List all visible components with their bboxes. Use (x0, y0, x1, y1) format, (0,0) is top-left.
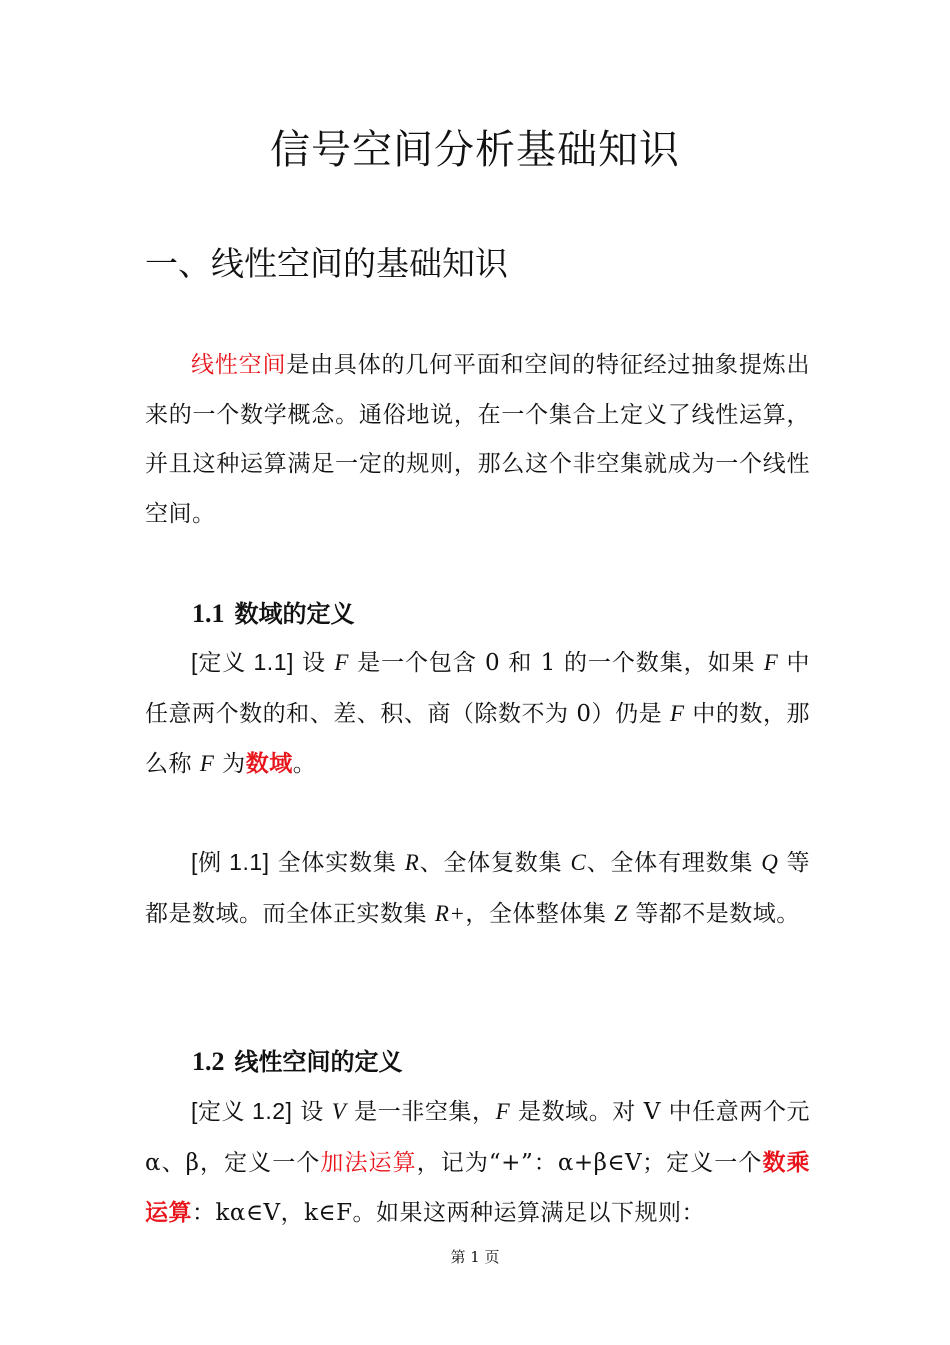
definition-text: 设 (293, 650, 335, 676)
definition-tag: [定义 1.2] (191, 1098, 293, 1124)
subsection-heading-1-1 (192, 594, 355, 634)
definition-text: 。 (292, 751, 317, 777)
example-1-1 (145, 838, 810, 939)
intro-text: 是由具体的几何平面和空间的特征经过抽象提炼出来的一个数学概念。通俗地说，在一个集合上定义了线性运算，并且这种运算满足一定的规则，那么这个非空集就成为一个线性空间。 (145, 352, 811, 527)
definition-text: 中任意两个数的和、差、积、商（除数不为 0）仍是 (145, 650, 811, 727)
subsection-heading-1-2 (192, 1042, 403, 1082)
math-variable: F (334, 650, 349, 675)
subsection-number: 1.1 (192, 599, 225, 628)
definition-tag: [定义 1.1] (191, 649, 294, 675)
definition-1-1 (145, 638, 810, 790)
term-number-field: 数域 (245, 750, 293, 777)
math-variable: C (570, 850, 587, 875)
example-text: ，全体整体集 (465, 900, 615, 927)
intro-paragraph (145, 341, 810, 539)
example-text: 全体实数集 (269, 850, 405, 876)
definition-text: ：kα∈V，k∈F。如果这两种运算满足以下规则： (192, 1200, 706, 1226)
term-addition-operation: 加法运算 (320, 1149, 417, 1176)
math-variable: Q (761, 850, 779, 875)
subsection-number: 1.2 (192, 1047, 225, 1076)
math-variable: F (763, 650, 779, 675)
math-variable: F (199, 751, 215, 776)
definition-text: 设 (292, 1099, 332, 1125)
document-title: 信号空间分析基础知识 (270, 127, 680, 173)
subsection-title: 数域的定义 (234, 600, 355, 628)
example-text: 等都是数域。而全体正实数集 (145, 850, 810, 927)
math-variable: R (404, 850, 420, 875)
example-text: 、全体有理数集 (586, 850, 762, 876)
definition-text: 是一非空集， (346, 1099, 496, 1125)
subsection-title: 线性空间的定义 (234, 1048, 403, 1076)
math-variable: F (669, 700, 685, 726)
term-linear-space: 线性空间 (191, 352, 287, 378)
definition-text: ，记为“+”：α+β∈V；定义一个 (416, 1149, 763, 1176)
term-scalar-multiplication: 数乘运算 (145, 1148, 811, 1226)
math-variable: V (331, 1099, 347, 1124)
math-variable: F (495, 1099, 511, 1124)
definition-1-2 (145, 1087, 810, 1239)
math-variable: R+ (434, 900, 466, 926)
definition-text: 是数域。对 V 中任意两个元 α、β，定义一个 (145, 1099, 811, 1176)
example-text: 、全体复数集 (419, 850, 571, 876)
section-heading: 一、线性空间的基础知识 (145, 244, 508, 283)
page-number: 第 1 页 (450, 1248, 500, 1266)
example-tag: [例 1.1] (191, 849, 270, 875)
example-text: 等都不是数域。 (627, 900, 800, 927)
definition-text: 中的数，那么称 (145, 700, 810, 777)
math-variable: Z (614, 900, 628, 926)
definition-text: 是一个包含 0 和 1 的一个数集，如果 (348, 650, 764, 676)
definition-text: 为 (214, 751, 246, 777)
